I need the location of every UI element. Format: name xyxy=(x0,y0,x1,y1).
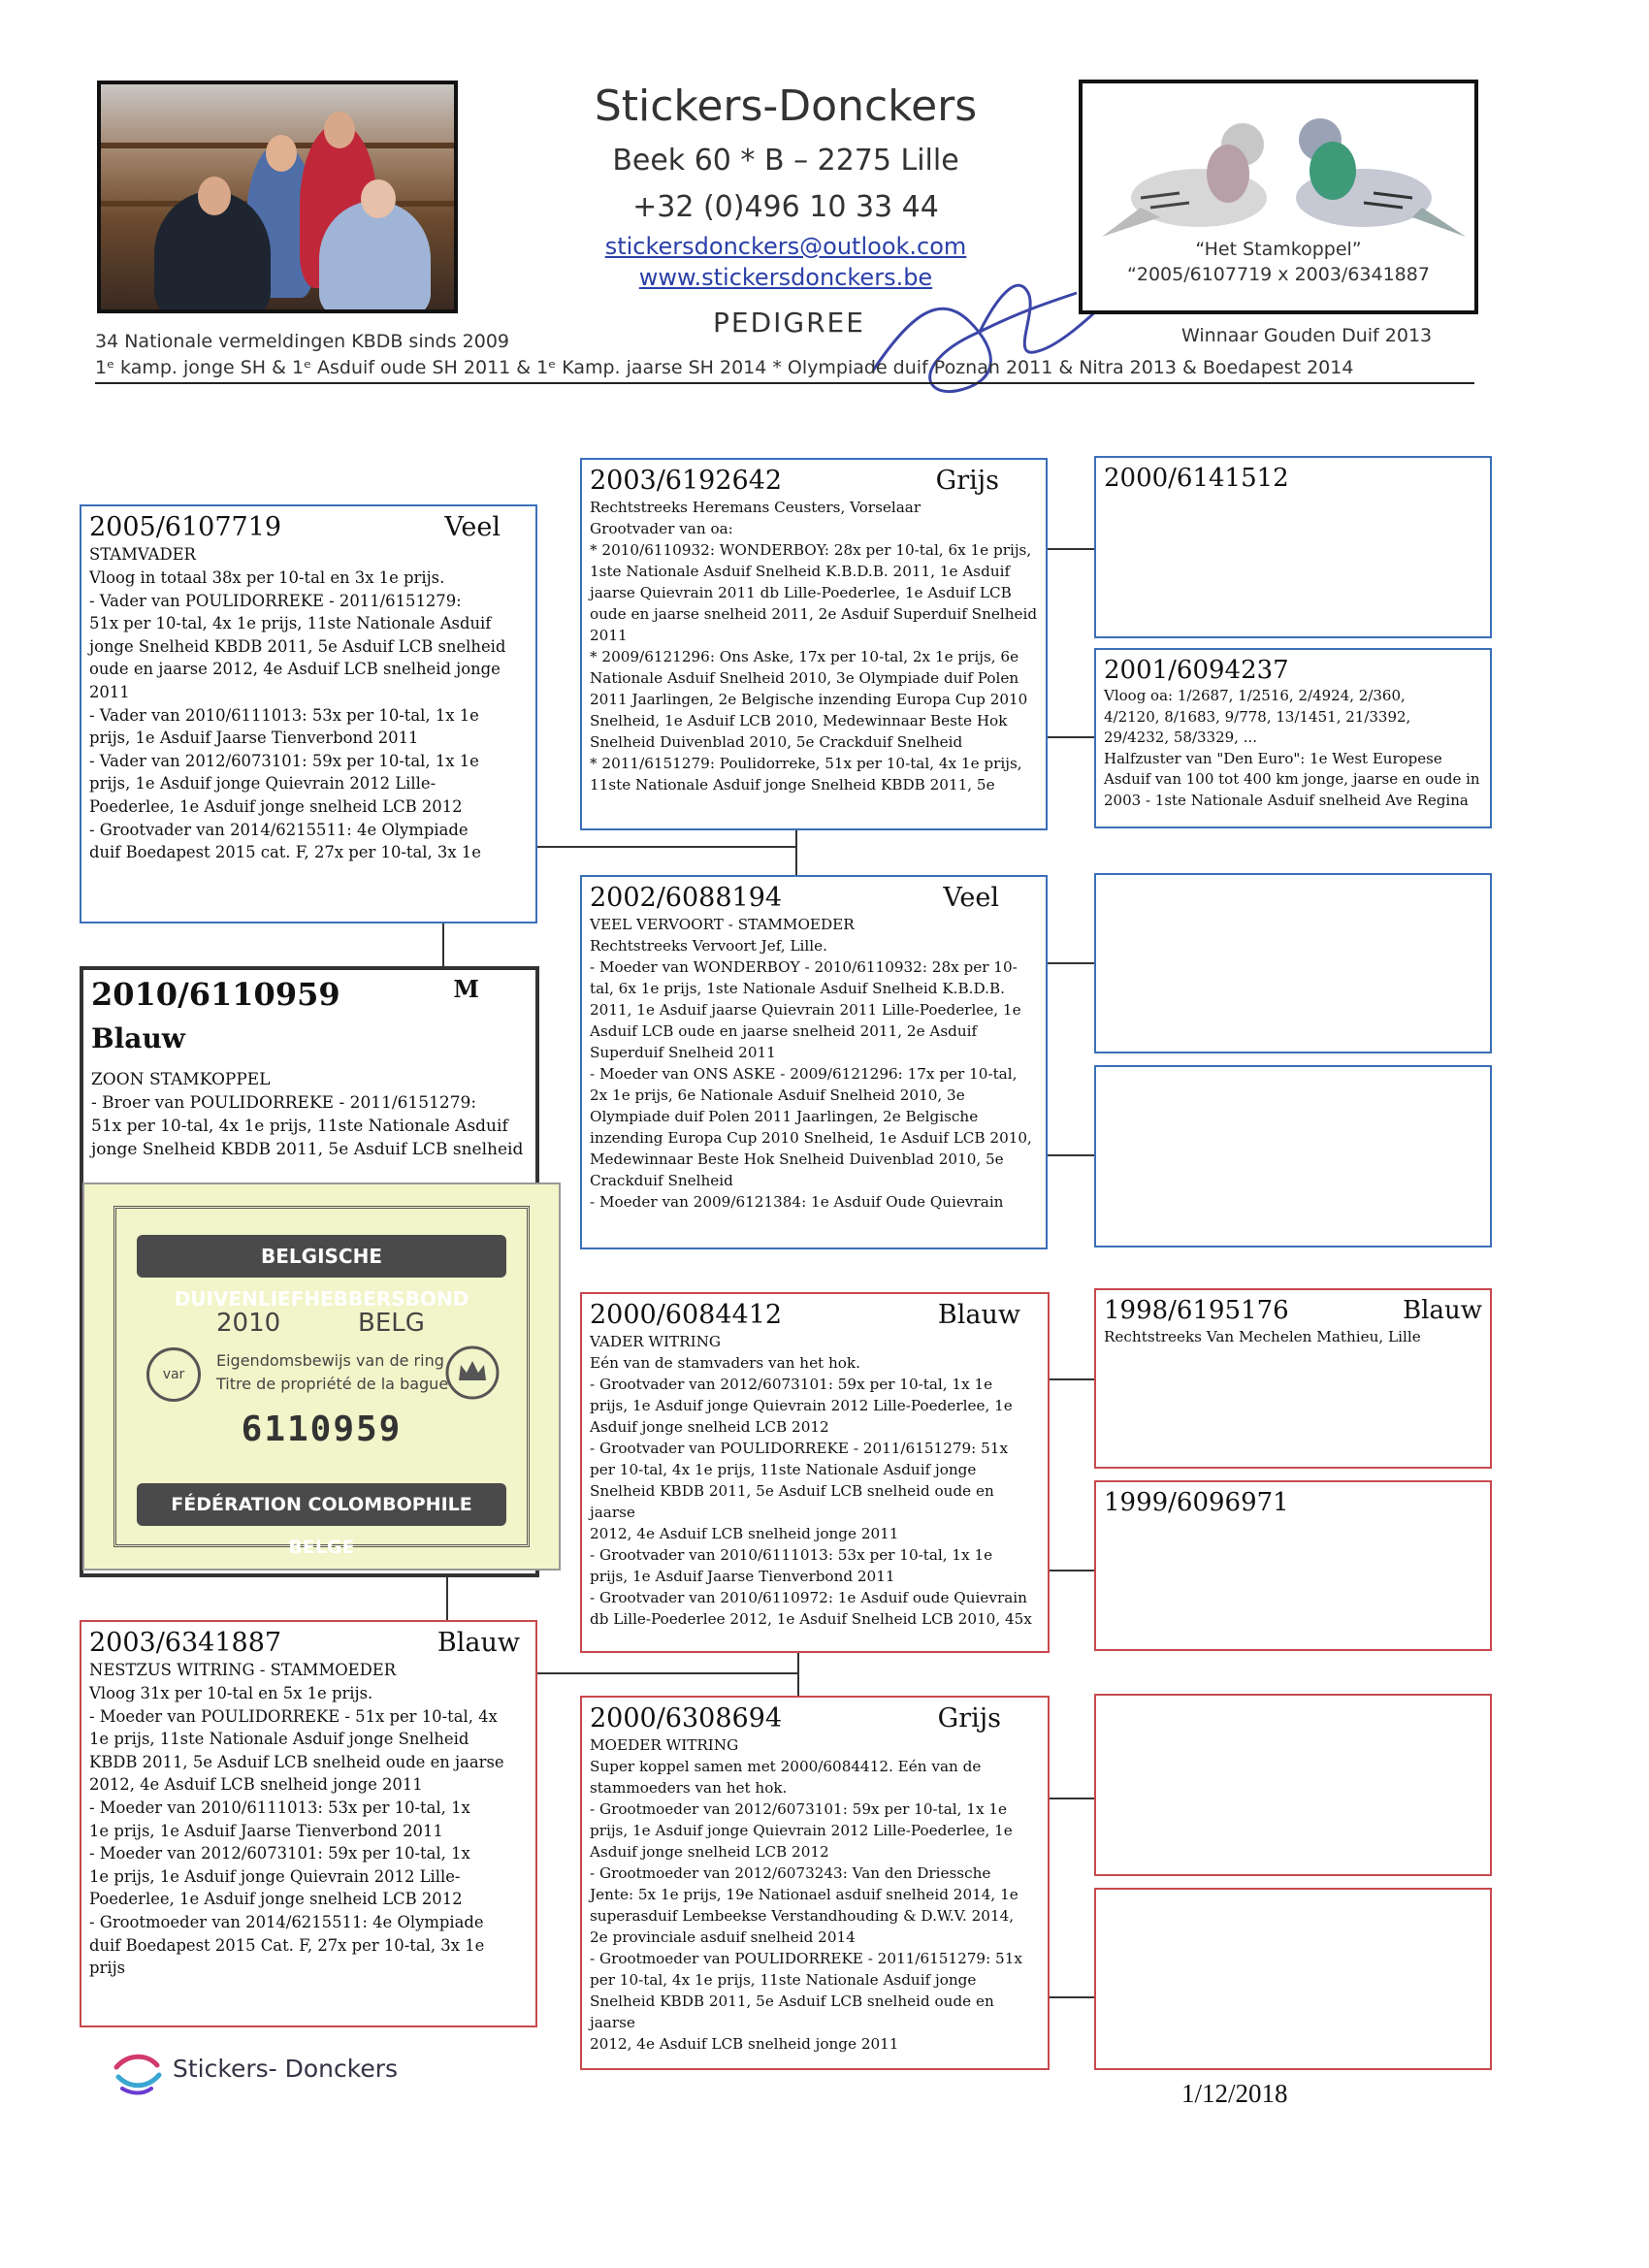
mm-ring: 2000/6308694 xyxy=(590,1703,783,1733)
certificate-country: BELG xyxy=(358,1309,425,1338)
maternal-grandfather-card xyxy=(580,1292,1050,1653)
ff-description: Rechtstreeks Heremans Ceusters, Vorselaar Grootvader van oa: * 2010/6110932: WONDERBOY: 28x per 10-tal, 6x 1e prijs, 1ste Nationale Asduif Snelheid K.B.D.B. 2011, 1e Asduif jaarse Quievrain 2011 db Lille-Poederlee, 1e Asduif LCB oude en jaarse snelheid 2011, 2e Asduif Superduif Snelheid 2011 * 2009/6121296: Ons Aske, 17x per 10-tal, 2x 1e prijs, 6e Nationale Asduif Snelheid 2010, 3e Olympiade duif Polen 2011 Jaarlingen, 2e Belgische inzending Europa Cup 2010 Snelheid, 1e Asduif LCB 2010, Medewinnaar Beste Hok Snelheid Duivenblad 2010, 5e Crackduif Snelheid * 2011/6151279: Poulidorreke, 51x per 10-tal, 4x 1e prijs, 11ste Nationale Asduif jonge Snelheid KBDB 2011, 5e xyxy=(590,499,1038,794)
fm-description: VEEL VERVOORT - STAMMOEDER Rechtstreeks Vervoort Jef, Lille. - Moeder van WONDERBOY - 2010/6110932: 28x per 10- tal, 6x 1e prijs, 1ste Nationale Asduif Snelheid K.B.D.B. 2011, 1e Asduif jaarse Quievrain 2011 Lille-Poederlee, 1e Asduif LCB oude en jaarse snelheid 2011, 2e Asduif Superduif Snelheid 2011 - Moeder van ONS ASKE - 2009/6121296: 17x per 10-tal, 2x 1e prijs, 6e Nationale Asduif Snelheid 2010, 3e Olympiade duif Polen 2011 Jaarlingen, 2e Belgische inzending Europa Cup 2010 Snelheid, 1e Asduif LCB 2010, Medewinnaar Beste Hok Snelheid Duivenblad 2010, 5e Crackduif Snelheid - Moeder van 2009/6121384: 1e Asduif Oude Quievrain xyxy=(590,916,1032,1212)
fff-ring: 2000/6141512 xyxy=(1104,464,1289,493)
achievements-line: 1ᵉ kamp. jonge SH & 1ᵉ Asduif oude SH 2011 & 1ᵉ Kamp. jaarse SH 2014 * Olympiade duif Poznan 2011 & Nitra 2013 & Boedapest 2014 xyxy=(95,357,1354,378)
connector-father-h xyxy=(537,846,797,848)
certificate-badge: var xyxy=(146,1347,201,1402)
mother-card xyxy=(80,1620,537,2027)
breeder-name: Stickers-Donckers xyxy=(594,81,978,131)
connector-mother-v xyxy=(797,1649,799,1696)
connector-mother-h xyxy=(537,1672,799,1674)
gold-pigeon-winner: Winnaar Gouden Duif 2013 xyxy=(1181,325,1433,346)
connector-fm-lower xyxy=(1048,1154,1094,1156)
great-grandparent-card-6 xyxy=(1094,1480,1492,1651)
mf-color: Blauw xyxy=(937,1300,1020,1330)
connector-mm-lower xyxy=(1048,1996,1094,1998)
fm-color: Veel xyxy=(943,883,999,913)
connector-fm-upper xyxy=(1048,962,1094,964)
mff-description: Rechtstreeks Van Mechelen Mathieu, Lille xyxy=(1104,1328,1421,1346)
connector-mf-mff xyxy=(1048,1378,1094,1380)
certificate-bottom-banner: FÉDÉRATION COLOMBOPHILE BELGE xyxy=(137,1483,506,1526)
breeder-email-link[interactable]: stickersdonckers@outlook.com xyxy=(604,233,967,260)
certificate-top-banner: BELGISCHE DUIVENLIEFHEBBERSBOND xyxy=(137,1235,506,1278)
pedigree-label: PEDIGREE xyxy=(713,307,865,339)
connector-main-father xyxy=(442,923,444,967)
father-description: STAMVADER Vloog in totaal 38x per 10-tal en 3x 1e prijs. - Vader van POULIDORREKE - 2011/6151279: 51x per 10-tal, 4x 1e prijs, 11ste Nationale Asduif jonge Snelheid KBDB 2011, 5e Asduif LCB snelheid oude en jaarse 2012, 4e Asduif LCB snelheid jonge 2011 - Vader van 2010/6111013: 53x per 10-tal, 1x 1e prijs, 1e Asduif Jaarse Tienverbond 2011 - Vader van 2012/6073101: 59x per 10-tal, 1x 1e prijs, 1e Asduif jonge Quievrain 2012 Lille- Poederlee, 1e Asduif jonge snelheid LCB 2012 - Grootvader van 2014/6215511: 4e Olympiade duif Boedapest 2015 cat. F, 27x per 10-tal, 3x 1e xyxy=(89,545,506,862)
connector-ff-ffm xyxy=(1048,736,1094,738)
connector-father-v xyxy=(795,826,797,875)
father-card xyxy=(80,504,537,923)
connector-mf-mfm xyxy=(1048,1570,1094,1571)
breeder-phone: +32 (0)496 10 33 44 xyxy=(632,190,939,224)
document-date: 1/12/2018 xyxy=(1181,2079,1288,2108)
connector-mm-upper xyxy=(1048,1798,1094,1799)
stickers-donckers-logo-icon xyxy=(109,2050,167,2098)
ffm-description: Vloog oa: 1/2687, 1/2516, 2/4924, 2/360, 4/2120, 8/1683, 9/778, 13/1451, 21/3392, 29/4232, 58/3329, ... Halfzuster van "Den Euro": 1e West Europese Asduif van 100 tot 400 km jonge, jaarse en oude in 2003 - 1ste Nationale Asduif snelheid Ave Regina xyxy=(1104,687,1480,809)
mf-description: VADER WITRING Eén van de stamvaders van het hok. - Grootvader van 2012/6073101: 59x per 10-tal, 1x 1e prijs, 1e Asduif jonge Quievrain 2012 Lille-Poederlee, 1e Asduif jonge snelheid LCB 2012 - Grootvader van POULIDORREKE - 2011/6151279: 51x per 10-tal, 4x 1e prijs, 11ste Nationale Asduif jonge Snelheid KBDB 2011, 5e Asduif LCB snelheid oude en jaarse 2012, 4e Asduif LCB snelheid jonge 2011 - Grootvader van 2010/6111013: 53x per 10-tal, 1x 1e prijs, 1e Asduif Jaarse Tienverbond 2011 - Grootvader van 2010/6110972: 1e Asduif oude Quievrain db Lille-Poederlee 2012, 1e Asduif Snelheid LCB 2010, 45x xyxy=(590,1333,1032,1629)
great-grandparent-card-5 xyxy=(1094,1288,1492,1469)
mm-description: MOEDER WITRING Super koppel samen met 2000/6084412. Eén van de stammoeders van het hok. - Grootmoeder van 2012/6073101: 59x per 10-tal, 1x 1e prijs, 1e Asduif jonge Quievrain 2012 Lille-Poederlee, 1e Asduif jonge snelheid LCB 2012 - Grootmoeder van 2012/6073243: Van den Driessche Jente: 5x 1e prijs, 19e Nationael asduif snelheid 2014, 1e superasduif Lembeekse Verstandhouding & D.W.V. 2014, 2e provinciale asduif snelheid 2014 - Grootmoeder van POULIDORREKE - 2011/6151279: 51x per 10-tal, 4x 1e prijs, 11ste Nationale Asduif jonge Snelheid KBDB 2011, 5e Asduif LCB snelheid oude en jaarse 2012, 4e Asduif LCB snelheid jonge 2011 xyxy=(590,1736,1022,2054)
certificate-number: 6110959 xyxy=(241,1409,403,1449)
connector-ff-fff xyxy=(1048,548,1094,550)
mff-ring: 1998/6195176 xyxy=(1104,1296,1289,1325)
certificate-year: 2010 xyxy=(216,1309,281,1338)
great-grandparent-card-2 xyxy=(1094,648,1492,828)
ffm-ring: 2001/6094237 xyxy=(1104,656,1289,685)
stamkoppel-photo-box xyxy=(1079,80,1478,314)
main-bird-ring: 2010/6110959 xyxy=(91,976,340,1013)
mf-ring: 2000/6084412 xyxy=(590,1300,783,1330)
great-grandparent-card-8 xyxy=(1094,1888,1492,2070)
ff-color: Grijs xyxy=(935,466,999,496)
breeder-address: Beek 60 * B – 2275 Lille xyxy=(612,144,959,178)
certificate-text-fr: Titre de propriété de la bague xyxy=(216,1375,449,1393)
mm-color: Grijs xyxy=(937,1703,1001,1733)
ff-ring: 2003/6192642 xyxy=(590,466,783,496)
main-bird-description: ZOON STAMKOPPEL - Broer van POULIDORREKE - 2011/6151279: 51x per 10-tal, 4x 1e prijs, 11ste Nationale Asduif jonge Snelheid KBDB 2011, 5e Asduif LCB snelheid xyxy=(91,1070,524,1160)
maternal-grandmother-card xyxy=(580,1696,1050,2070)
header-divider xyxy=(95,382,1474,384)
mother-description: NESTZUS WITRING - STAMMOEDER Vloog 31x per 10-tal en 5x 1e prijs. - Moeder van POULIDORREKE - 51x per 10-tal, 4x 1e prijs, 11ste Nationale Asduif jonge Snelheid KBDB 2011, 5e Asduif LCB snelheid oude en jaarse 2012, 4e Asduif LCB snelheid jonge 2011 - Moeder van 2010/6111013: 53x per 10-tal, 1x 1e prijs, 1e Asduif Jaarse Tienverbond 2011 - Moeder van 2012/6073101: 59x per 10-tal, 1x 1e prijs, 1e Asduif jonge Quievrain 2012 Lille- Poederlee, 1e Asduif jonge snelheid LCB 2012 - Grootmoeder van 2014/6215511: 4e Olympiade duif Boedapest 2015 Cat. F, 27x per 10-tal, 3x 1e prijs xyxy=(89,1661,504,1978)
fm-ring: 2002/6088194 xyxy=(590,883,783,913)
pair-label: “Het Stamkoppel” xyxy=(1195,239,1362,260)
paternal-grandmother-card xyxy=(580,875,1048,1249)
great-grandparent-card-4 xyxy=(1094,1065,1492,1247)
mother-color: Blauw xyxy=(436,1628,520,1658)
main-bird-color: Blauw xyxy=(91,1022,185,1055)
ring-certificate xyxy=(82,1183,561,1571)
breeder-website-link[interactable]: www.stickersdonckers.be xyxy=(638,264,933,291)
great-grandparent-card-3 xyxy=(1094,873,1492,1053)
national-mentions: 34 Nationale vermeldingen KBDB sinds 2009 xyxy=(95,331,509,352)
certificate-text-nl: Eigendomsbewijs van de ring xyxy=(216,1351,444,1370)
mfm-ring: 1999/6096971 xyxy=(1104,1488,1289,1517)
crown-icon xyxy=(443,1344,501,1402)
mother-ring: 2003/6341887 xyxy=(89,1628,282,1658)
father-ring: 2005/6107719 xyxy=(89,512,282,542)
pair-rings: “2005/6107719 x 2003/6341887 xyxy=(1127,264,1430,285)
great-grandparent-card-7 xyxy=(1094,1694,1492,1876)
father-color: Veel xyxy=(444,512,501,542)
pigeon-pair-image xyxy=(1083,91,1474,256)
great-grandparent-card-1 xyxy=(1094,456,1492,638)
footer-logo-text: Stickers- Donckers xyxy=(173,2055,399,2083)
mff-color: Blauw xyxy=(1403,1296,1482,1325)
paternal-grandfather-card xyxy=(580,458,1048,830)
family-photo xyxy=(97,81,458,313)
main-bird-sex: M xyxy=(453,975,479,1003)
